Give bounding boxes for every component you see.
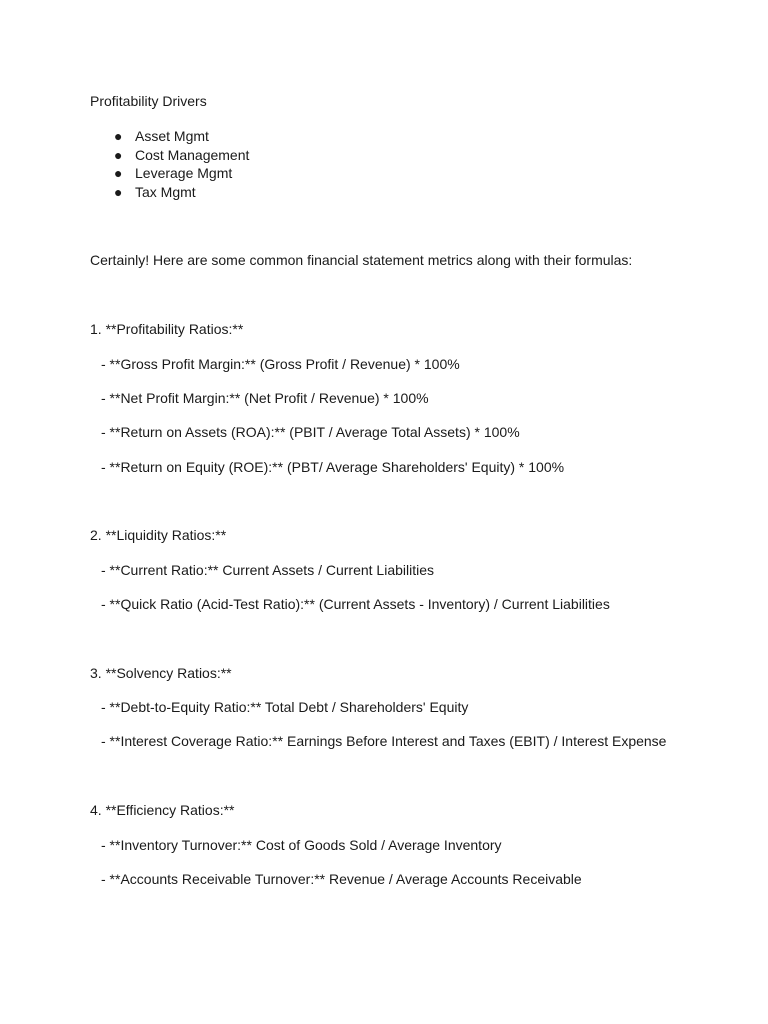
section-title: 3. **Solvency Ratios:**: [90, 665, 232, 681]
driver-list-item: [114, 164, 232, 182]
driver-label: Tax Mgmt: [135, 184, 196, 200]
metric-line: - **Interest Coverage Ratio:** Earnings Before Interest and Taxes (EBIT) / Interest Expense: [101, 733, 667, 749]
driver-label: Leverage Mgmt: [135, 165, 233, 181]
bullet-icon: ●: [114, 184, 123, 200]
driver-list-item: [114, 146, 249, 164]
section-title: 4. **Efficiency Ratios:**: [90, 802, 235, 818]
metric-line: - **Return on Assets (ROA):** (PBIT / Average Total Assets) * 100%: [101, 424, 520, 440]
document-heading: Profitability Drivers: [90, 93, 207, 109]
section-title: 1. **Profitability Ratios:**: [90, 321, 244, 337]
metric-line: - **Return on Equity (ROE):** (PBT/ Average Shareholders' Equity) * 100%: [101, 459, 565, 475]
section-title: 2. **Liquidity Ratios:**: [90, 527, 227, 543]
metric-line: - **Debt-to-Equity Ratio:** Total Debt / Shareholders' Equity: [101, 699, 469, 715]
metric-line: - **Quick Ratio (Acid-Test Ratio):** (Current Assets - Inventory) / Current Liabilities: [101, 596, 610, 612]
metric-line: - **Net Profit Margin:** (Net Profit / Revenue) * 100%: [101, 390, 429, 406]
driver-list-item: [114, 127, 209, 145]
metric-line: - **Current Ratio:** Current Assets / Current Liabilities: [101, 562, 435, 578]
intro-paragraph: Certainly! Here are some common financial statement metrics along with their formulas:: [90, 252, 633, 268]
driver-list-item: [114, 183, 196, 201]
driver-label: Cost Management: [135, 147, 250, 163]
metric-line: - **Accounts Receivable Turnover:** Revenue / Average Accounts Receivable: [101, 871, 582, 887]
metric-line: - **Inventory Turnover:** Cost of Goods Sold / Average Inventory: [101, 837, 502, 853]
metric-line: - **Gross Profit Margin:** (Gross Profit / Revenue) * 100%: [101, 356, 460, 372]
driver-label: Asset Mgmt: [135, 128, 209, 144]
bullet-icon: ●: [114, 165, 123, 181]
bullet-icon: ●: [114, 147, 123, 163]
bullet-icon: ●: [114, 128, 123, 144]
